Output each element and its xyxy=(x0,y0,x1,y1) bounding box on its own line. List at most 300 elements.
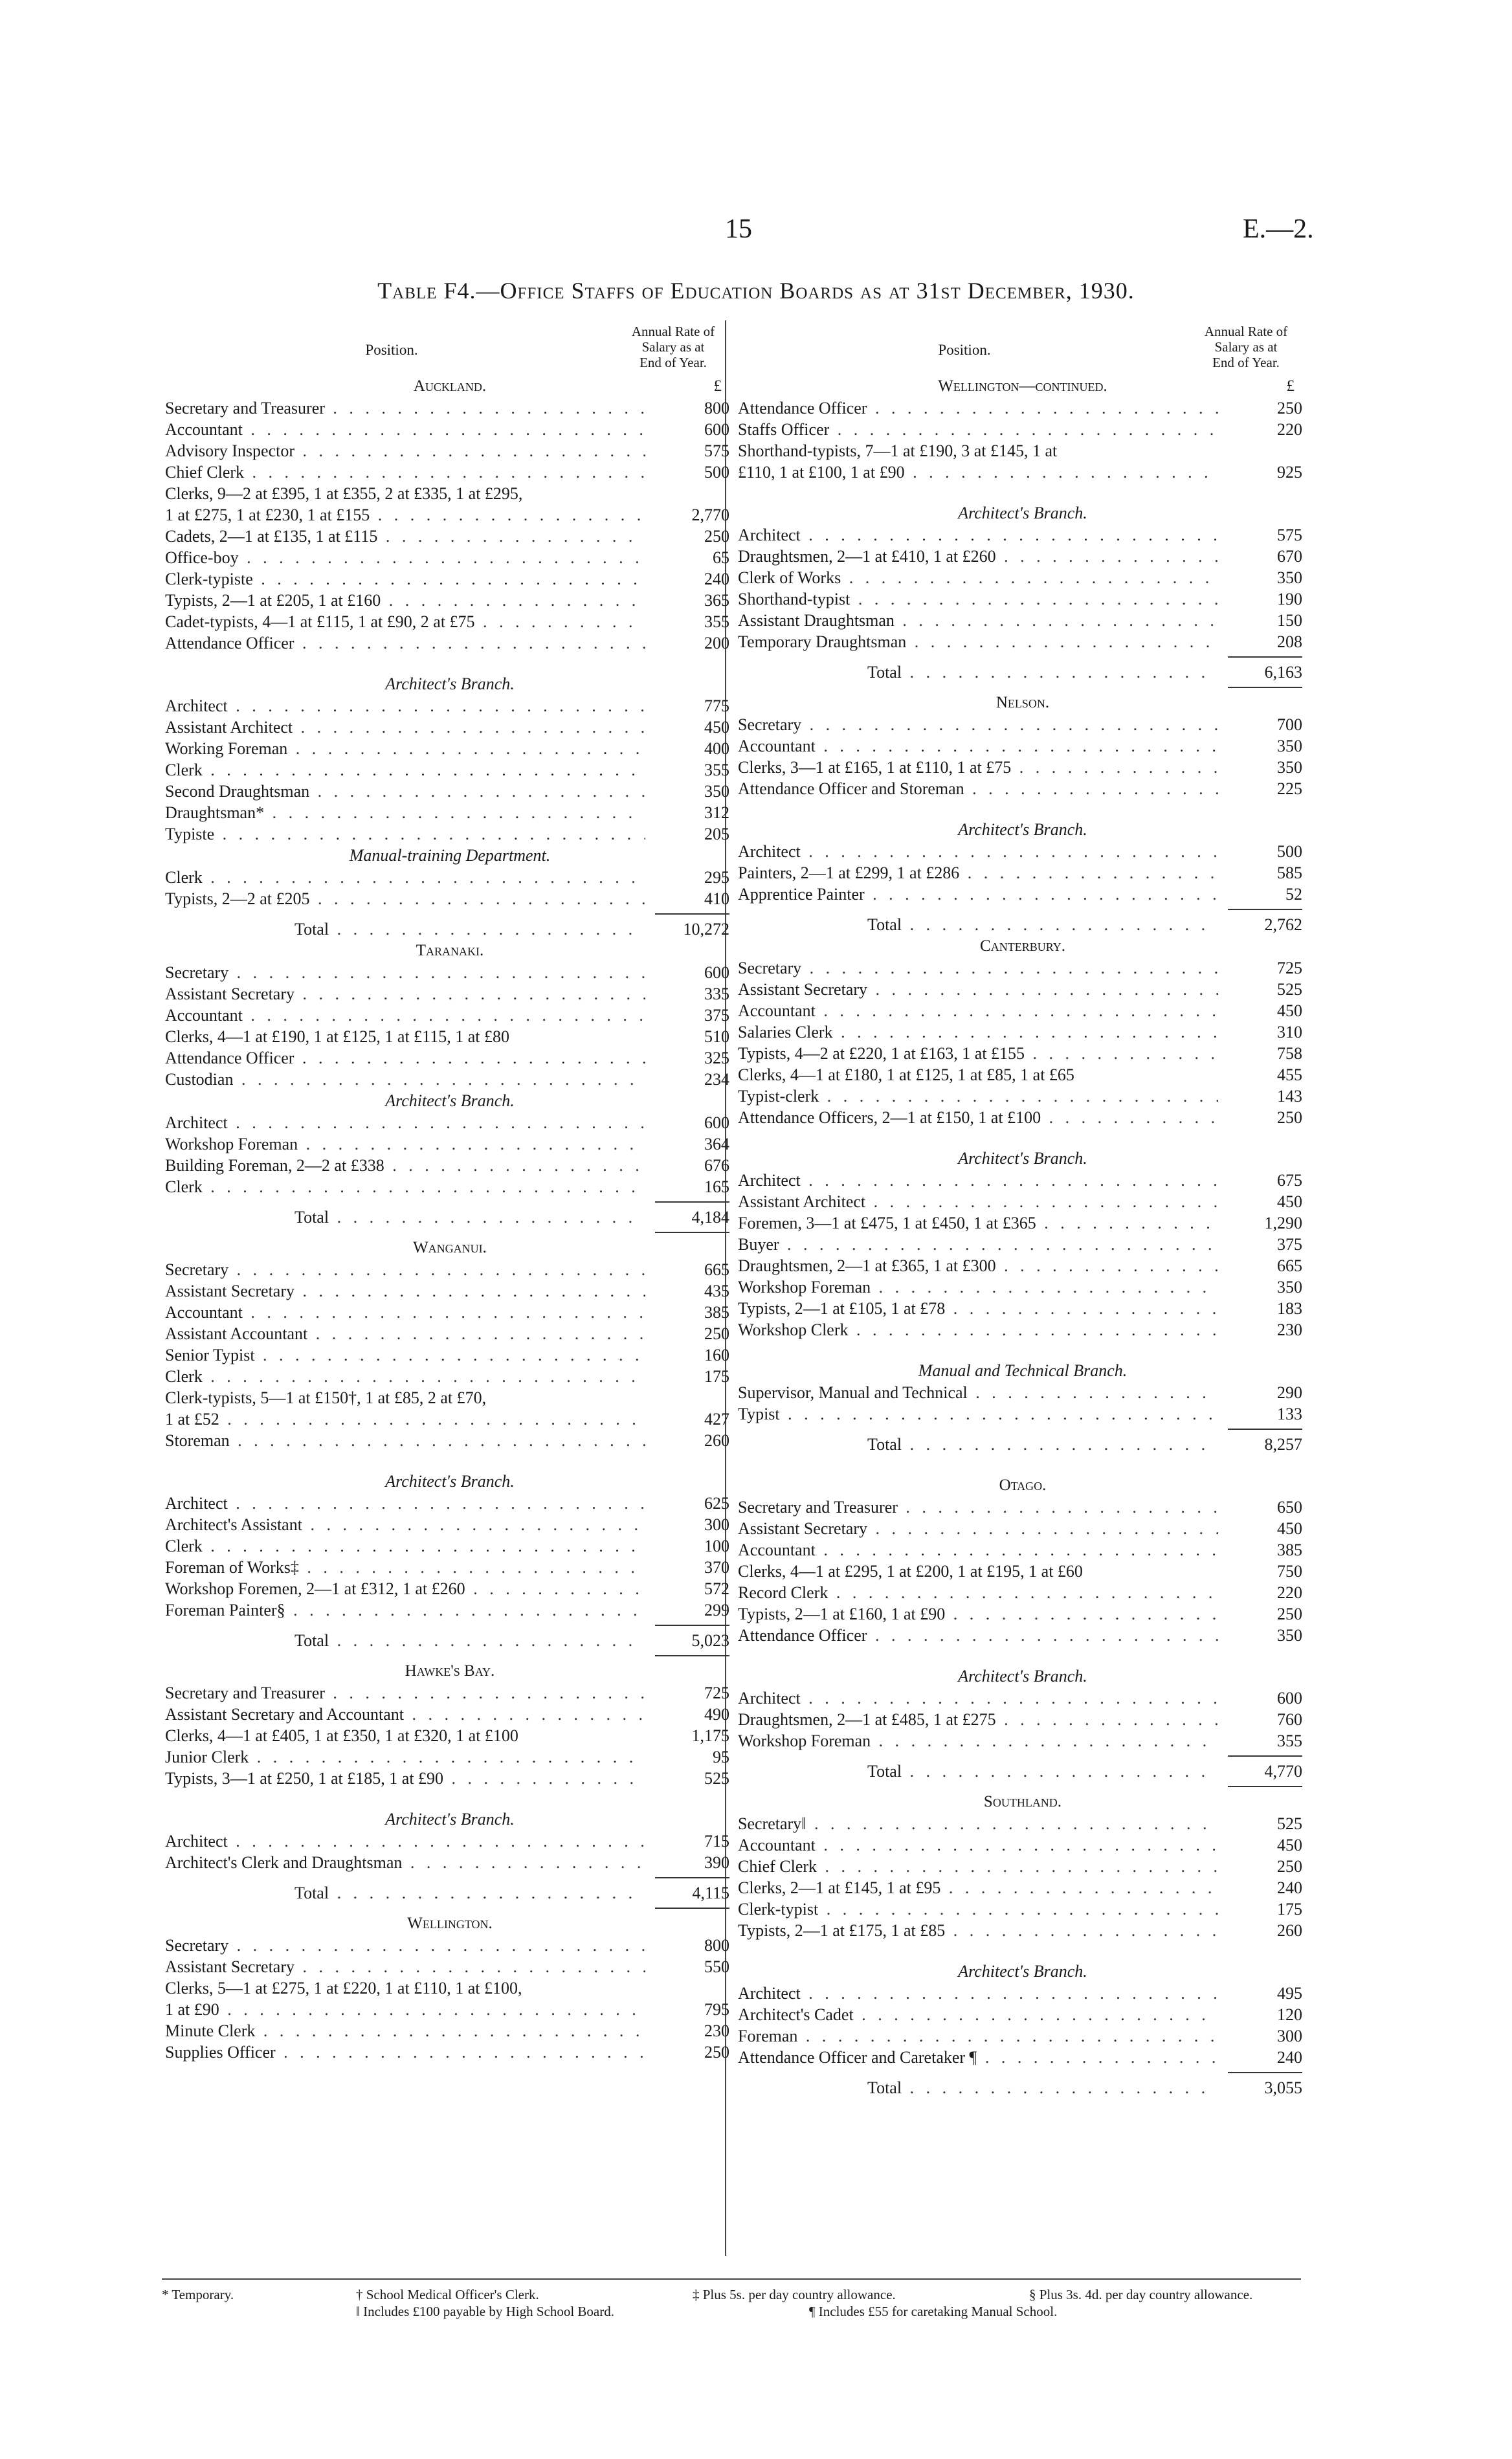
position-label: Clerk . . . xyxy=(165,1366,645,1387)
left-column xyxy=(165,324,735,2063)
table-row xyxy=(165,717,735,738)
table-row xyxy=(165,1535,735,1557)
salary-amount: 575 xyxy=(704,441,729,460)
table-row xyxy=(738,1107,1307,1128)
spacer xyxy=(738,483,1307,502)
position-label: Secretary . . . xyxy=(738,957,1218,979)
table-row xyxy=(165,2042,735,2063)
footnote: ¶ Includes £55 for caretaking Manual School. xyxy=(809,2304,1058,2319)
salary-amount: 350 xyxy=(1277,758,1302,777)
page-reference: E.—2. xyxy=(1243,214,1314,244)
table-row xyxy=(165,1133,735,1155)
salary-amount: 175 xyxy=(1277,1900,1302,1919)
table-row xyxy=(738,1877,1307,1898)
salary-amount: 220 xyxy=(1277,1583,1302,1602)
position-label: Buyer . . . xyxy=(738,1234,1218,1255)
position-label: Foreman of Works‡ . . . xyxy=(165,1557,645,1578)
position-label: Clerks, 3—1 at £165, 1 at £110, 1 at £75 . . . xyxy=(738,757,1218,778)
table-row xyxy=(165,1682,735,1704)
position-label: Typists, 2—1 at £175, 1 at £85 . . . xyxy=(738,1920,1218,1941)
total-rule xyxy=(165,1651,735,1660)
position-label: Working Foreman . . . xyxy=(165,738,645,759)
position-label: Foremen, 3—1 at £475, 1 at £450, 1 at £365 . . . xyxy=(738,1212,1218,1234)
total-label: Total . . . xyxy=(738,1761,1218,1782)
position-label: Shorthand-typists, 7—1 at £190, 3 at £145, 1 at xyxy=(738,441,1058,460)
section-heading xyxy=(165,1913,735,1935)
position-label: Cadet-typists, 4—1 at £115, 1 at £90, 2 at £75 . . . xyxy=(165,611,645,632)
table-row xyxy=(738,1898,1307,1920)
position-label: Supervisor, Manual and Technical . . . xyxy=(738,1382,1218,1403)
position-label: Architect . . . xyxy=(165,1493,645,1514)
total-row xyxy=(738,2077,1307,2098)
position-label: Clerks, 4—1 at £180, 1 at £125, 1 at £85, 1 at £65 xyxy=(738,1065,1074,1084)
table-row xyxy=(165,1408,735,1430)
position-label: Assistant Architect . . . xyxy=(165,717,645,738)
position-label: Attendance Officer and Caretaker ¶ . . . xyxy=(738,2047,1218,2068)
salary-amount: 375 xyxy=(704,1006,729,1025)
table-row xyxy=(165,1599,735,1621)
position-label: Architect . . . xyxy=(738,524,1218,546)
salary-amount: 650 xyxy=(1277,1498,1302,1517)
position-label: Temporary Draughtsman . . . xyxy=(738,631,1218,652)
salary-amount: 364 xyxy=(704,1135,729,1153)
table-row xyxy=(738,757,1307,778)
footnote: ‖ Includes £100 payable by High School Board. xyxy=(356,2304,614,2319)
total-row xyxy=(165,1207,735,1228)
salary-amount: 665 xyxy=(704,1260,729,1279)
footnote: ‡ Plus 5s. per day country allowance. xyxy=(693,2287,896,2302)
subsection-heading: Architect's Branch. xyxy=(958,1962,1087,1981)
salary-amount: 390 xyxy=(704,1853,729,1872)
section-heading-text: Hawke's Bay. xyxy=(405,1662,495,1680)
position-label: Advisory Inspector . . . xyxy=(165,440,645,462)
position-label: Clerk-typiste . . . xyxy=(165,568,645,590)
table-row xyxy=(738,841,1307,862)
table-row xyxy=(738,1813,1307,1834)
table-row xyxy=(165,632,735,654)
position-label: Clerk . . . xyxy=(165,867,645,888)
section-heading-text: Canterbury. xyxy=(980,937,1065,955)
position-label: Chief Clerk . . . xyxy=(165,462,645,483)
salary-header-line: End of Year. xyxy=(1212,355,1280,370)
total-rule xyxy=(165,1228,735,1237)
table-row xyxy=(165,462,735,483)
position-label: Assistant Secretary . . . xyxy=(165,1280,645,1302)
salary-amount: 250 xyxy=(1277,1605,1302,1623)
table-row xyxy=(165,1005,735,1026)
table-row xyxy=(165,1366,735,1387)
total-row xyxy=(738,1761,1307,1782)
section-heading xyxy=(738,692,1307,714)
total-row xyxy=(165,1630,735,1651)
table-row xyxy=(738,610,1307,631)
position-label: Attendance Officers, 2—1 at £150, 1 at £100 . . . xyxy=(738,1107,1218,1128)
section-heading xyxy=(165,940,735,962)
salary-amount: 183 xyxy=(1277,1299,1302,1318)
salary-amount: 300 xyxy=(1277,2027,1302,2045)
table-row xyxy=(738,1319,1307,1341)
table-row xyxy=(738,546,1307,567)
position-label: Shorthand-typist . . . xyxy=(738,588,1218,610)
salary-header-line: Salary as at xyxy=(1214,339,1278,355)
salary-amount: 600 xyxy=(704,420,729,439)
position-label: Clerks, 9—2 at £395, 1 at £355, 2 at £335, 1 at £295, xyxy=(165,484,523,503)
salary-header xyxy=(612,324,735,370)
table-row xyxy=(165,1069,735,1090)
position-label: Secretary‖ . . . xyxy=(738,1813,1218,1834)
position-label: Architect . . . xyxy=(738,1983,1218,2004)
table-row xyxy=(738,1856,1307,1877)
position-label: Assistant Secretary . . . xyxy=(738,1518,1218,1539)
salary-amount: 450 xyxy=(1277,1192,1302,1211)
position-label: Accountant . . . xyxy=(165,1302,645,1323)
salary-amount: 175 xyxy=(704,1367,729,1386)
spacer xyxy=(738,1941,1307,1961)
total-label: Total . . . xyxy=(738,914,1218,935)
position-label: Assistant Secretary and Accountant . . . xyxy=(165,1704,645,1725)
salary-amount: 150 xyxy=(1277,611,1302,630)
salary-amount: 715 xyxy=(704,1832,729,1851)
salary-amount: 585 xyxy=(1277,863,1302,882)
salary-amount: 350 xyxy=(1277,1626,1302,1645)
position-label: Workshop Foreman . . . xyxy=(738,1276,1218,1298)
position-label: Secretary . . . xyxy=(165,1935,645,1956)
salary-amount: 525 xyxy=(704,1769,729,1788)
salary-amount: 312 xyxy=(704,803,729,822)
salary-amount: 800 xyxy=(704,399,729,417)
spacer xyxy=(165,1451,735,1471)
subsection-heading: Architect's Branch. xyxy=(958,820,1087,839)
total-row xyxy=(738,662,1307,683)
position-label: Architect . . . xyxy=(738,1687,1218,1709)
spacer xyxy=(165,1789,735,1808)
table-row xyxy=(165,590,735,611)
section-heading xyxy=(738,1474,1307,1497)
salary-amount: 665 xyxy=(1277,1256,1302,1275)
table-row xyxy=(738,1539,1307,1561)
position-label: Typists, 4—2 at £220, 1 at £163, 1 at £155 . . . xyxy=(738,1043,1218,1064)
salary-amount: 400 xyxy=(704,739,729,758)
table-row xyxy=(738,1730,1307,1752)
table-row xyxy=(738,1212,1307,1234)
total-row xyxy=(738,1434,1307,1455)
spacer xyxy=(738,1455,1307,1474)
table-row xyxy=(165,888,735,909)
position-label: Clerks, 4—1 at £295, 1 at £200, 1 at £195, 1 at £60 xyxy=(738,1562,1083,1581)
position-label: Staffs Officer . . . xyxy=(738,419,1218,440)
position-label: Architect's Clerk and Draughtsman . . . xyxy=(165,1852,645,1873)
total-label: Total . . . xyxy=(738,1434,1218,1455)
total-rule xyxy=(738,2068,1307,2077)
salary-amount: 375 xyxy=(1277,1235,1302,1254)
position-label: Assistant Architect . . . xyxy=(738,1191,1218,1212)
position-label: Typists, 2—2 at £205 . . . xyxy=(165,888,645,909)
subsection-heading: Architect's Branch. xyxy=(385,674,515,693)
salary-amount: 133 xyxy=(1277,1405,1302,1423)
section-heading-text: Otago. xyxy=(999,1476,1047,1494)
table-row xyxy=(165,1557,735,1578)
table-row xyxy=(165,962,735,983)
spacer xyxy=(738,1341,1307,1360)
position-label: Accountant . . . xyxy=(738,735,1218,757)
right-table-body xyxy=(738,375,1307,2098)
salary-amount: 250 xyxy=(1277,1108,1302,1127)
left-table-body xyxy=(165,375,735,2063)
table-row xyxy=(165,1977,735,1999)
position-label: Attendance Officer . . . xyxy=(165,632,645,654)
left-header xyxy=(165,324,735,375)
salary-amount: 500 xyxy=(1277,842,1302,861)
salary-amount: 758 xyxy=(1277,1044,1302,1063)
table-row xyxy=(165,1578,735,1599)
footnotes xyxy=(162,2278,1327,2320)
section-heading-text: Wellington—continued. xyxy=(938,377,1107,395)
total-row xyxy=(738,914,1307,935)
total-amount: 4,115 xyxy=(692,1884,729,1902)
position-label: Building Foreman, 2—2 at £338 . . . xyxy=(165,1155,645,1176)
position-label: Secretary and Treasurer . . . xyxy=(165,397,645,419)
spacer xyxy=(165,654,735,673)
position-label: Architect's Assistant . . . xyxy=(165,1514,645,1535)
table-row xyxy=(738,1255,1307,1276)
salary-amount: 220 xyxy=(1277,420,1302,439)
table-row xyxy=(165,1956,735,1977)
footnote-line xyxy=(162,2303,1327,2320)
position-label: Attendance Officer and Storeman . . . xyxy=(738,778,1218,799)
table-row xyxy=(165,526,735,547)
table-row xyxy=(738,778,1307,799)
table-row xyxy=(165,1026,735,1047)
salary-amount: 350 xyxy=(704,782,729,801)
position-label: Architect . . . xyxy=(738,841,1218,862)
table-row xyxy=(165,1112,735,1133)
position-header: Position. xyxy=(938,342,991,358)
position-label: 1 at £52 . . . xyxy=(165,1408,645,1430)
total-rule xyxy=(738,1782,1307,1791)
total-rule xyxy=(738,683,1307,692)
salary-amount: 490 xyxy=(704,1705,729,1724)
salary-amount: 795 xyxy=(704,2000,729,2019)
position-label: Workshop Foreman . . . xyxy=(165,1133,645,1155)
table-row xyxy=(165,1935,735,1956)
position-label: Attendance Officer . . . xyxy=(165,1047,645,1069)
table-row xyxy=(738,1043,1307,1064)
table-row xyxy=(738,524,1307,546)
salary-amount: 525 xyxy=(1277,1814,1302,1833)
salary-amount: 65 xyxy=(713,548,729,567)
total-rule xyxy=(165,1621,735,1630)
total-rule xyxy=(738,1752,1307,1761)
table-row xyxy=(165,547,735,568)
salary-amount: 525 xyxy=(1277,980,1302,999)
position-label: Salaries Clerk . . . xyxy=(738,1021,1218,1043)
table-row xyxy=(165,823,735,845)
salary-amount: 600 xyxy=(704,963,729,982)
table-row xyxy=(738,714,1307,735)
table-row xyxy=(738,1021,1307,1043)
table-row xyxy=(738,2025,1307,2047)
section-heading-text: Auckland. xyxy=(413,377,487,395)
table-row xyxy=(738,1085,1307,1107)
table-row xyxy=(738,1403,1307,1425)
right-column xyxy=(738,324,1307,2098)
table-row xyxy=(738,1170,1307,1191)
position-label: Assistant Draughtsman . . . xyxy=(738,610,1218,631)
salary-amount: 410 xyxy=(704,889,729,908)
position-label: Junior Clerk . . . xyxy=(165,1746,645,1768)
table-row xyxy=(738,1582,1307,1603)
table-row xyxy=(165,1514,735,1535)
position-label: Accountant . . . xyxy=(738,1539,1218,1561)
position-header: Position. xyxy=(365,342,418,358)
position-label: Secretary and Treasurer . . . xyxy=(738,1497,1218,1518)
salary-amount: 355 xyxy=(1277,1731,1302,1750)
total-label: Total . . . xyxy=(165,1630,645,1651)
total-rule xyxy=(738,1425,1307,1434)
salary-amount: 450 xyxy=(1277,1836,1302,1854)
position-label: Workshop Clerk . . . xyxy=(738,1319,1218,1341)
total-amount: 8,257 xyxy=(1264,1435,1302,1454)
subsection-heading: Architect's Branch. xyxy=(385,1091,515,1110)
total-row xyxy=(165,918,735,940)
footnote-line xyxy=(162,2286,1327,2303)
table-row xyxy=(738,567,1307,588)
total-rule xyxy=(165,1904,735,1913)
table-row xyxy=(738,1983,1307,2004)
position-label: Assistant Accountant . . . xyxy=(165,1323,645,1344)
total-label: Total . . . xyxy=(165,1207,645,1228)
position-label: Accountant . . . xyxy=(165,419,645,440)
total-rule xyxy=(165,1197,735,1207)
salary-amount: 100 xyxy=(704,1537,729,1555)
salary-amount: 250 xyxy=(704,527,729,546)
salary-amount: 52 xyxy=(1285,885,1302,904)
salary-amount: 925 xyxy=(1277,463,1302,482)
table-row xyxy=(738,1298,1307,1319)
salary-amount: 230 xyxy=(1277,1320,1302,1339)
salary-amount: 495 xyxy=(1277,1984,1302,2003)
table-row xyxy=(738,884,1307,905)
position-label: Typists, 2—1 at £160, 1 at £90 . . . xyxy=(738,1603,1218,1625)
position-label: Clerks, 4—1 at £405, 1 at £350, 1 at £320, 1 at £100 xyxy=(165,1726,518,1745)
pound-symbol: £ xyxy=(713,377,722,395)
salary-amount: 234 xyxy=(704,1070,729,1089)
salary-header-line: Annual Rate of xyxy=(1204,324,1288,339)
table-row xyxy=(165,1344,735,1366)
position-label: 1 at £90 . . . xyxy=(165,1999,645,2020)
position-label: Clerk-typists, 5—1 at £150†, 1 at £85, 2 at £70, xyxy=(165,1388,487,1407)
salary-amount: 385 xyxy=(704,1303,729,1322)
position-label: Clerk . . . xyxy=(165,1535,645,1557)
position-label: Typists, 2—1 at £205, 1 at £160 . . . xyxy=(165,590,645,611)
position-label: Storeman . . . xyxy=(165,1430,645,1451)
position-label: Senior Typist . . . xyxy=(165,1344,645,1366)
salary-header-line: Annual Rate of xyxy=(631,324,715,339)
table-row xyxy=(738,462,1307,483)
total-rule xyxy=(738,905,1307,914)
table-row xyxy=(165,504,735,526)
table-row xyxy=(738,979,1307,1000)
table-row xyxy=(165,1768,735,1789)
salary-amount: 675 xyxy=(1277,1171,1302,1190)
table-row xyxy=(738,397,1307,419)
position-label: Draughtsmen, 2—1 at £485, 1 at £275 . . . xyxy=(738,1709,1218,1730)
table-row xyxy=(165,568,735,590)
subsection-heading: Architect's Branch. xyxy=(385,1810,515,1829)
salary-amount: 725 xyxy=(704,1684,729,1702)
salary-amount: 299 xyxy=(704,1601,729,1619)
table-row xyxy=(165,397,735,419)
table-row xyxy=(738,1561,1307,1582)
table-row xyxy=(738,1603,1307,1625)
subsection-heading: Manual and Technical Branch. xyxy=(918,1361,1128,1380)
table-row xyxy=(738,1497,1307,1518)
salary-amount: 300 xyxy=(704,1515,729,1534)
position-label: Accountant . . . xyxy=(738,1834,1218,1856)
total-amount: 4,184 xyxy=(691,1208,729,1227)
salary-amount: 295 xyxy=(704,868,729,887)
section-heading-text: Taranaki. xyxy=(416,942,484,959)
footnote-rule xyxy=(162,2278,1301,2280)
position-label: Secretary . . . xyxy=(165,962,645,983)
position-label: Accountant . . . xyxy=(738,1000,1218,1021)
salary-amount: 750 xyxy=(1277,1562,1302,1581)
table-row xyxy=(165,1704,735,1725)
position-label: Architect . . . xyxy=(165,1830,645,1852)
salary-amount: 260 xyxy=(704,1431,729,1450)
salary-amount: 450 xyxy=(704,718,729,737)
salary-amount: 450 xyxy=(1277,1001,1302,1020)
salary-amount: 725 xyxy=(1277,959,1302,977)
salary-header-line: End of Year. xyxy=(639,355,707,370)
salary-amount: 350 xyxy=(1277,1278,1302,1296)
table-row xyxy=(165,1302,735,1323)
salary-amount: 600 xyxy=(1277,1689,1302,1708)
position-label: Workshop Foreman . . . xyxy=(738,1730,1218,1752)
table-row xyxy=(738,1709,1307,1730)
table-row xyxy=(738,2004,1307,2025)
table-row xyxy=(738,1234,1307,1255)
salary-amount: 250 xyxy=(704,1324,729,1343)
table-row xyxy=(165,1176,735,1197)
position-label: Foreman Painter§ . . . xyxy=(165,1599,645,1621)
table-row xyxy=(738,1064,1307,1085)
table-row xyxy=(165,1323,735,1344)
salary-amount: 205 xyxy=(704,825,729,843)
salary-amount: 325 xyxy=(704,1049,729,1067)
position-label: Attendance Officer . . . xyxy=(738,1625,1218,1646)
footnote: * Temporary. xyxy=(162,2287,234,2302)
table-row xyxy=(165,867,735,888)
salary-amount: 225 xyxy=(1277,779,1302,798)
table-row xyxy=(165,1830,735,1852)
table-row xyxy=(738,1834,1307,1856)
subsection-heading: Architect's Branch. xyxy=(385,1472,515,1491)
footnote: § Plus 3s. 4d. per day country allowance. xyxy=(1029,2287,1253,2302)
total-amount: 5,023 xyxy=(691,1631,729,1650)
section-heading xyxy=(738,375,1307,397)
position-label: 1 at £275, 1 at £230, 1 at £155 . . . xyxy=(165,504,645,526)
position-label: Clerks, 5—1 at £275, 1 at £220, 1 at £110, 1 at £100, xyxy=(165,1979,522,1997)
position-label: Secretary and Treasurer . . . xyxy=(165,1682,645,1704)
position-label: Draughtsman* . . . xyxy=(165,802,645,823)
table-row xyxy=(165,695,735,717)
salary-amount: 200 xyxy=(704,634,729,652)
position-label: Draughtsmen, 2—1 at £365, 1 at £300 . . . xyxy=(738,1255,1218,1276)
salary-amount: 700 xyxy=(1277,715,1302,734)
salary-amount: 427 xyxy=(704,1410,729,1429)
section-heading xyxy=(165,375,735,397)
